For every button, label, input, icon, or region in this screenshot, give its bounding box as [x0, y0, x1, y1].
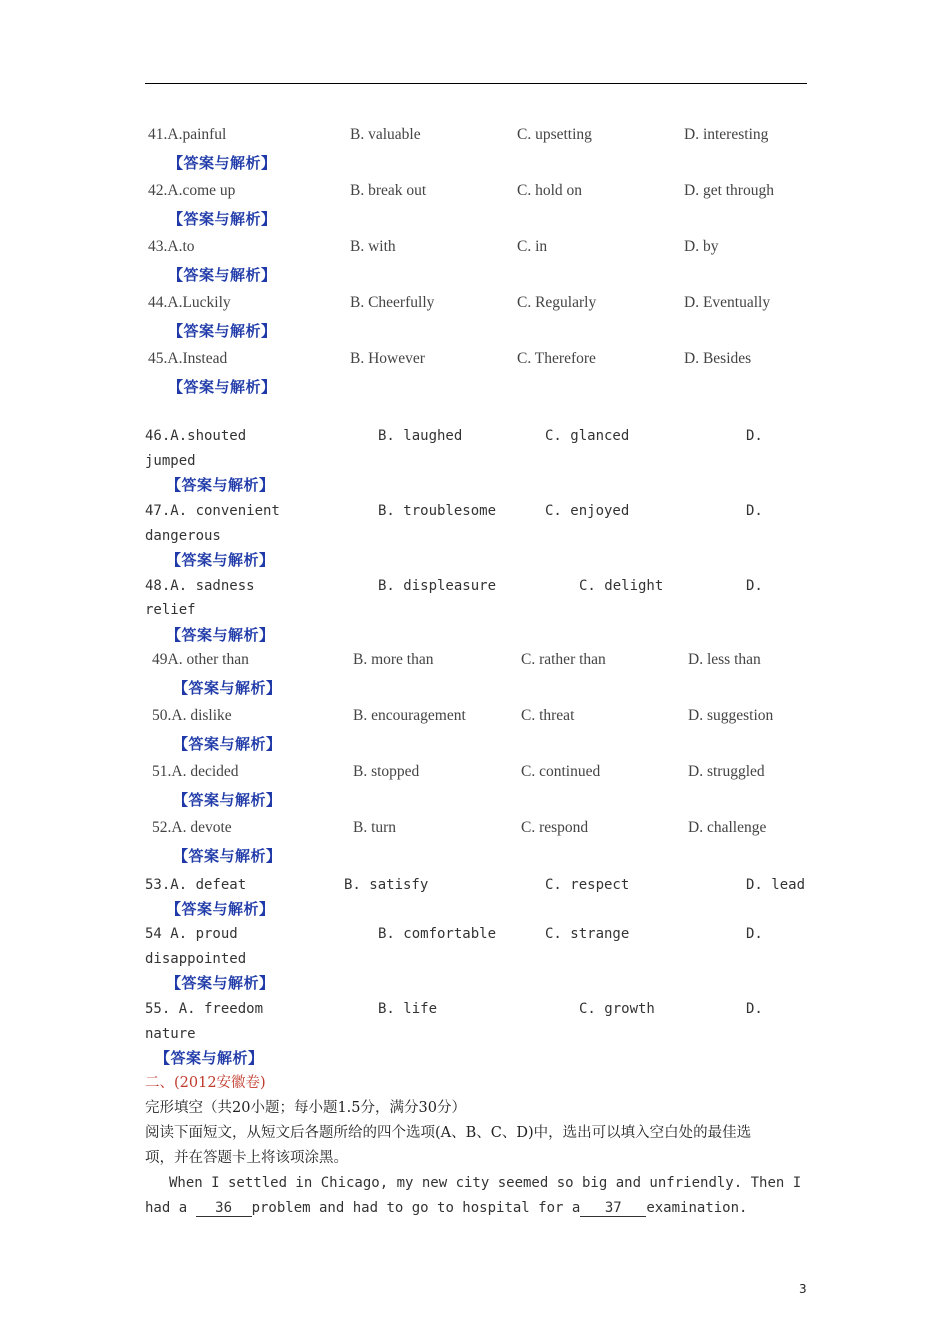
q43-answer-label: 【答案与解析】 — [168, 266, 277, 284]
q48-option-d: D. — [746, 578, 763, 594]
q51-answer-label: 【答案与解析】 — [173, 791, 282, 809]
section2-instruction-line2: 项，并在答题卡上将该项涂黑。 — [145, 1150, 348, 1166]
q53-option-a: 53.A. defeat — [145, 877, 247, 893]
q54-option-d-text: disappointed — [145, 951, 247, 967]
q42-option-d: D. get through — [684, 182, 774, 199]
q42-option-b: B. break out — [350, 182, 427, 199]
q52-option-b: B. turn — [353, 819, 397, 836]
q52-option-a: 52.A. devote — [152, 819, 232, 836]
q55-option-d: D. — [746, 1001, 763, 1017]
q44-answer-label: 【答案与解析】 — [168, 322, 277, 340]
q46-option-c: C. glanced — [545, 428, 630, 444]
q47-answer-label: 【答案与解析】 — [166, 551, 275, 569]
section2-heading: 二、(2012安徽卷) — [145, 1075, 266, 1091]
q49-option-d: D. less than — [688, 651, 761, 668]
q52-option-d: D. challenge — [688, 819, 767, 836]
q45-option-d: D. Besides — [684, 350, 752, 367]
q52-option-c: C. respond — [521, 819, 589, 836]
q42-option-a: 42.A.come up — [148, 182, 236, 199]
q44-option-c: C. Regularly — [517, 294, 597, 311]
q44-option-b: B. Cheerfully — [350, 294, 435, 311]
q47-option-a: 47.A. convenient — [145, 503, 280, 519]
q50-option-b: B. encouragement — [353, 707, 466, 724]
q53-option-b: B. satisfy — [344, 877, 429, 893]
passage-line2-part3: examination. — [646, 1200, 748, 1216]
q48-option-a: 48.A. sadness — [145, 578, 255, 594]
q41-option-a: 41.A.painful — [148, 126, 227, 143]
q43-option-d: D. by — [684, 238, 719, 255]
q54-answer-label: 【答案与解析】 — [166, 974, 275, 992]
q44-option-a: 44.A.Luckily — [148, 294, 231, 311]
q48-answer-label: 【答案与解析】 — [166, 626, 275, 644]
q41-option-d: D. interesting — [684, 126, 769, 143]
q43-option-a: 43.A.to — [148, 238, 195, 255]
q49-option-a: 49A. other than — [152, 651, 249, 668]
q49-option-b: B. more than — [353, 651, 434, 668]
q53-option-c: C. respect — [545, 877, 630, 893]
q51-option-c: C. continued — [521, 763, 601, 780]
q42-answer-label: 【答案与解析】 — [168, 210, 277, 228]
blank-37: 37 — [580, 1200, 646, 1217]
header-rule — [145, 83, 807, 84]
blank-36: 36 — [196, 1200, 252, 1217]
q53-answer-label: 【答案与解析】 — [166, 900, 275, 918]
q43-option-c: C. in — [517, 238, 548, 255]
q51-option-b: B. stopped — [353, 763, 420, 780]
q50-option-d: D. suggestion — [688, 707, 774, 724]
q46-answer-label: 【答案与解析】 — [166, 476, 275, 494]
q45-option-a: 45.A.Instead — [148, 350, 228, 367]
q47-option-d-text: dangerous — [145, 528, 221, 544]
q55-option-d-text: nature — [145, 1026, 196, 1042]
section2-instruction-line1: 阅读下面短文，从短文后各题所给的四个选项(A、B、C、D)中，选出可以填入空白处的最佳选 — [145, 1125, 752, 1141]
q46-option-b: B. laughed — [378, 428, 463, 444]
q43-option-b: B. with — [350, 238, 396, 255]
q47-option-b: B. troublesome — [378, 503, 497, 519]
page-number: 3 — [799, 1282, 807, 1296]
q41-answer-label: 【答案与解析】 — [168, 154, 277, 172]
q47-option-d: D. — [746, 503, 763, 519]
passage-line2-part1: had a — [145, 1200, 196, 1216]
q41-option-c: C. upsetting — [517, 126, 592, 143]
q50-option-a: 50.A. dislike — [152, 707, 232, 724]
q41-option-b: B. valuable — [350, 126, 421, 143]
q55-option-c: C. growth — [579, 1001, 655, 1017]
q52-answer-label: 【答案与解析】 — [173, 847, 282, 865]
section2-subheading: 完形填空（共20小题；每小题1.5分，满分30分） — [145, 1100, 466, 1116]
q48-option-d-text: relief — [145, 602, 196, 618]
q51-option-a: 51.A. decided — [152, 763, 239, 780]
q54-option-a: 54 A. proud — [145, 926, 238, 942]
q54-option-c: C. strange — [545, 926, 630, 942]
q45-option-c: C. Therefore — [517, 350, 596, 367]
q45-answer-label: 【答案与解析】 — [168, 378, 277, 396]
q54-option-d: D. — [746, 926, 763, 942]
passage-line2 — [145, 1198, 747, 1218]
q46-option-a: 46.A.shouted — [145, 428, 247, 444]
passage-line1: When I settled in Chicago, my new city seemed so big and unfriendly. Then I — [169, 1175, 802, 1191]
q53-option-d: D. lead — [746, 877, 806, 893]
q49-option-c: C. rather than — [521, 651, 606, 668]
q49-answer-label: 【答案与解析】 — [173, 679, 282, 697]
q44-option-d: D. Eventually — [684, 294, 771, 311]
q50-option-c: C. threat — [521, 707, 575, 724]
q55-option-b: B. life — [378, 1001, 438, 1017]
q54-option-b: B. comfortable — [378, 926, 497, 942]
q55-option-a: 55. A. freedom — [145, 1001, 264, 1017]
q48-option-b: B. displeasure — [378, 578, 497, 594]
q46-option-d-text: jumped — [145, 453, 196, 469]
q48-option-c: C. delight — [579, 578, 664, 594]
q45-option-b: B. However — [350, 350, 425, 367]
q51-option-d: D. struggled — [688, 763, 765, 780]
passage-line2-part2: problem and had to go to hospital for a — [251, 1200, 581, 1216]
q50-answer-label: 【答案与解析】 — [173, 735, 282, 753]
q42-option-c: C. hold on — [517, 182, 583, 199]
q47-option-c: C. enjoyed — [545, 503, 630, 519]
q55-answer-label: 【答案与解析】 — [155, 1049, 264, 1067]
q46-option-d: D. — [746, 428, 763, 444]
